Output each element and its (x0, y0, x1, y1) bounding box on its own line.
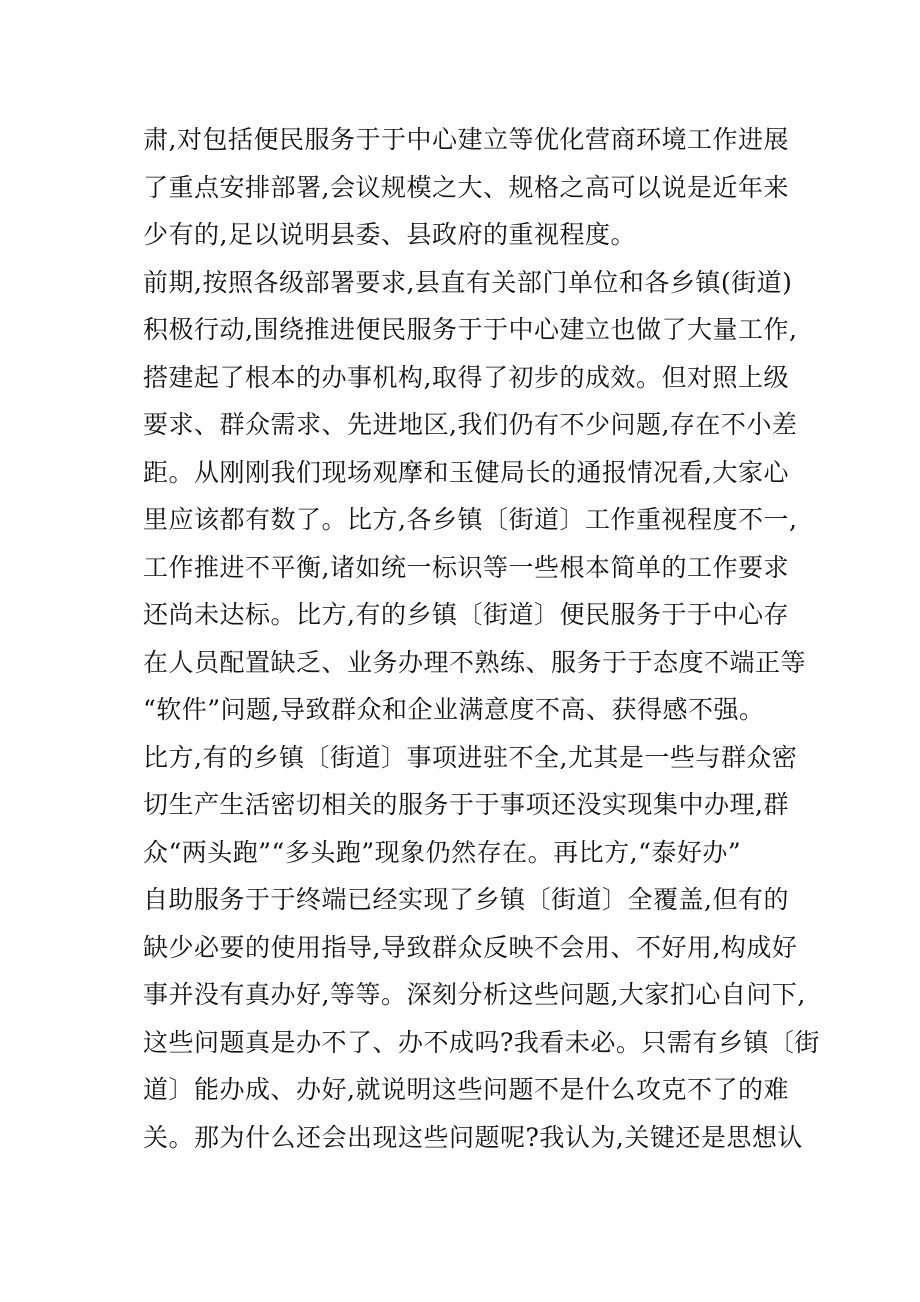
text-line: 自助服务于于终端已经实现了乡镇〔街道〕全覆盖,但有的 (143, 885, 789, 914)
text-line: 事并没有真办好,等等。深刻分析这些问题,大家扪心自问下, (143, 980, 806, 1009)
text-line: 比方,有的乡镇〔街道〕事项进驻不全,尤其是一些与群众密 (143, 742, 798, 772)
text-line: 肃,对包括便民服务于于中心建立等优化营商环境工作进展 (143, 125, 789, 154)
text-line: 切生产生活密切相关的服务于于事项还没实现集中办理,群 (143, 790, 789, 819)
text-line: 了重点安排部署,会议规模之大、规格之高可以说是近年来 (143, 172, 789, 202)
text-line: 这些问题真是办不了、办不成吗?我看未必。只需有乡镇〔街 (143, 1027, 820, 1057)
text-line: 少有的,足以说明县委、县政府的重视程度。 (143, 220, 636, 249)
text-line: 距。从刚刚我们现场观摩和玉健局长的通报情况看,大家心 (143, 457, 789, 487)
text-line: 工作推进不平衡,诸如统一标识等一些根本简单的工作要求 (143, 552, 789, 582)
text-line: 积极行动,围绕推进便民服务于于中心建立也做了大量工作, (143, 315, 798, 344)
text-line: “软件”问题,导致群众和企业满意度不高、获得感不强。 (143, 695, 765, 724)
body-text (143, 116, 820, 1161)
text-line: 要求、群众需求、先进地区,我们仍有不少问题,存在不小差 (143, 410, 798, 439)
text-line: 里应该都有数了。比方,各乡镇〔街道〕工作重视程度不一, (143, 505, 798, 534)
text-line: 还尚未达标。比方,有的乡镇〔街道〕便民服务于于中心存 (143, 600, 789, 629)
text-line: 缺少必要的使用指导,导致群众反映不会用、不好用,构成好 (143, 932, 798, 962)
text-line: 搭建起了根本的办事机构,取得了初步的成效。但对照上级 (143, 362, 789, 392)
text-line: 前期,按照各级部署要求,县直有关部门单位和各乡镇(街道) (143, 267, 793, 297)
text-line: 道〕能办成、办好,就说明这些问题不是什么攻克不了的难 (143, 1075, 789, 1104)
text-line: 在人员配置缺乏、业务办理不熟练、服务于于态度不端正等 (143, 647, 807, 677)
text-line: 关。那为什么还会出现这些问题呢?我认为,关键还是思想认 (143, 1122, 803, 1152)
text-line: 众“两头跑”“多头跑”现象仍然存在。再比方,“泰好办” (143, 837, 742, 867)
